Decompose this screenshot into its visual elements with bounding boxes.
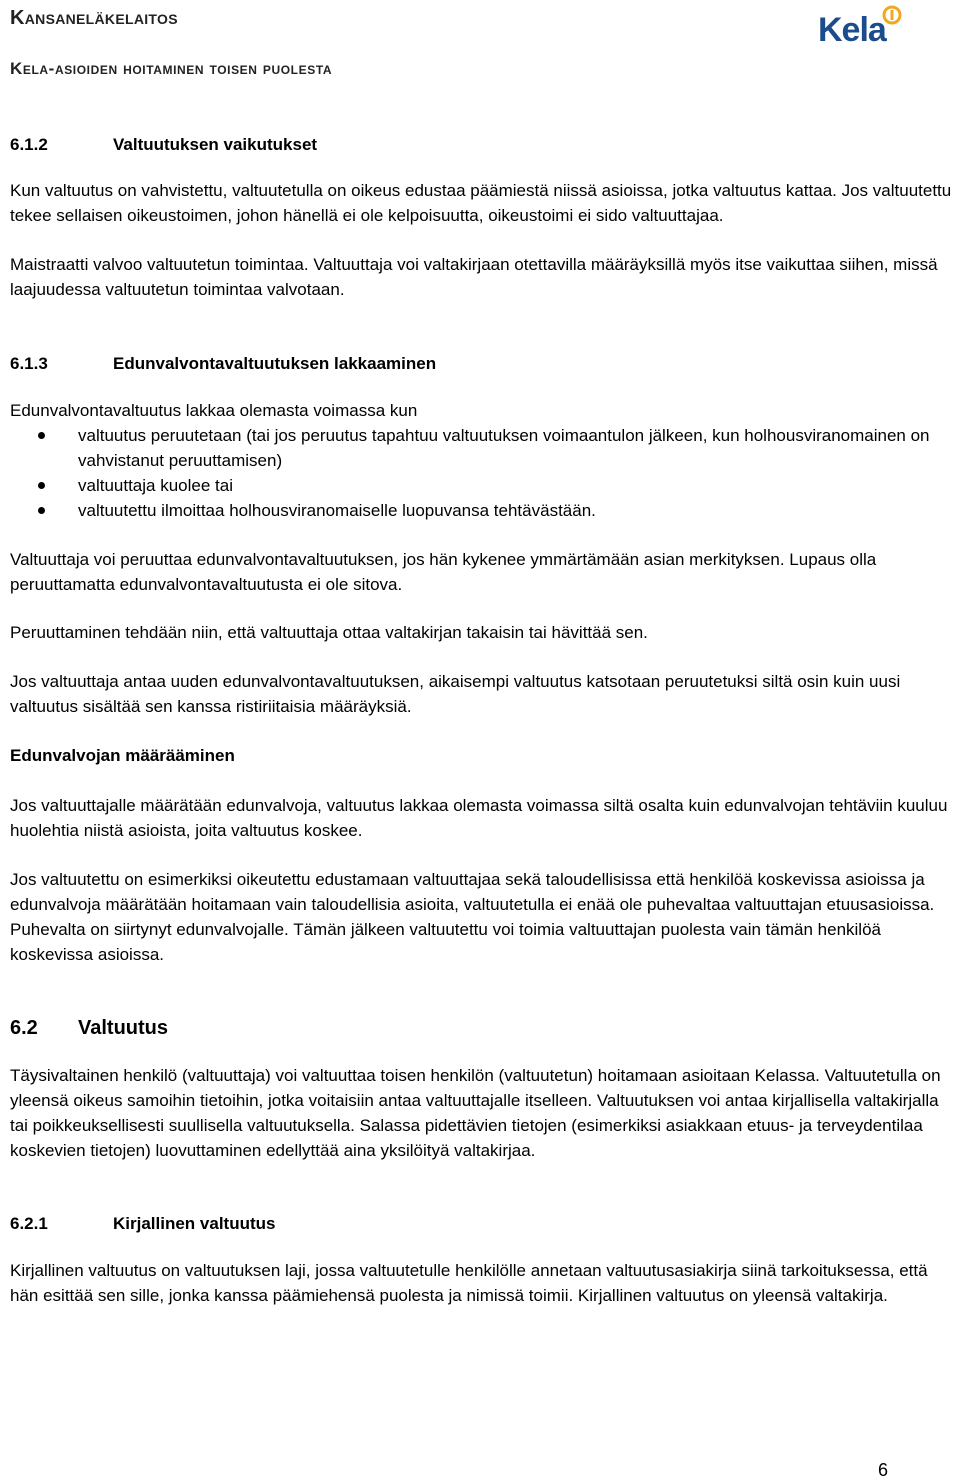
list-item: valtuutettu ilmoittaa holhousviranomaiselle luopuvansa tehtävästään. xyxy=(10,498,955,523)
bullet-list xyxy=(10,423,955,523)
paragraph: Peruuttaminen tehdään niin, että valtuuttaja ottaa valtakirjan takaisin tai hävittää sen. xyxy=(10,623,648,642)
section-title: Kirjallinen valtuutus xyxy=(113,1214,276,1233)
section-heading-6-2 xyxy=(10,1016,955,1041)
paragraph: Kun valtuutus on vahvistettu, valtuutetulla on oikeus edustaa päämiestä niissä asioissa, jotka valtuutus kattaa. Jos valtuutettu tekee sellaisen oikeustoimen, johon hänellä ei ole kelpoisuutta, oikeustoimi ei sido valtuuttajaa. xyxy=(10,181,952,225)
document-body xyxy=(10,132,955,1308)
section-title: Edunvalvontavaltuutuksen lakkaaminen xyxy=(113,354,437,373)
paragraph: Täysivaltainen henkilö (valtuuttaja) voi valtuuttaa toisen henkilön (valtuutetun) hoitamaan asioitaan Kelassa. Valtuutetulla on yleensä oikeus samoihin tietoihin, jotka voitaisiin antaa valtuuttajalle itselleen. Valtuutuksen voi antaa kirjallisella valtakirjalla tai poikkeuksellisesti suullisella valtuutuksella. Salassa pidettävien tietojen (esimerkiksi asiakkaan etuus- ja terveydentilaa koskevien tietojen) luovuttaminen edellyttää aina yksilöityä valtakirjaa. xyxy=(10,1066,941,1160)
logo-mark-icon xyxy=(882,5,902,25)
section-title: Valtuutuksen vaikutukset xyxy=(113,135,318,154)
section-number: 6.2 xyxy=(10,1017,38,1039)
kela-logo xyxy=(818,5,904,49)
section-heading-6-1-3 xyxy=(10,351,955,376)
paragraph: Edunvalvontavaltuutus lakkaa olemasta voimassa kun xyxy=(10,401,418,420)
paragraph: Kirjallinen valtuutus on valtuutuksen laji, jossa valtuutetulle henkilölle annetaan valtuutusasiakirja siinä tarkoituksessa, että hän esittää sen sille, jonka kanssa päämiehensä puolesta ja nimissä toimii. Kirjallinen valtuutus on yleensä valtakirja. xyxy=(10,1261,928,1305)
section-heading-6-1-2 xyxy=(10,132,955,157)
paragraph: Valtuuttaja voi peruuttaa edunvalvontavaltuutuksen, jos hän kykenee ymmärtämään asian merkityksen. Lupaus olla peruuttamatta edunvalvontavaltuutusta ei ole sitova. xyxy=(10,550,877,594)
section-number: 6.1.2 xyxy=(10,135,48,154)
section-heading-6-2-1 xyxy=(10,1211,955,1236)
subheading: Edunvalvojan määrääminen xyxy=(10,746,235,765)
document-subtitle: Kela-asioiden hoitaminen toisen puolesta xyxy=(10,59,333,78)
section-number: 6.2.1 xyxy=(10,1214,48,1233)
section-number: 6.1.3 xyxy=(10,354,48,373)
paragraph: Jos valtuuttajalle määrätään edunvalvoja, valtuutus lakkaa olemasta voimassa siltä osalta kuin edunvalvojan tehtäviin kuuluu huolehtia niistä asioista, joita valtuutus koskee. xyxy=(10,796,948,840)
list-item: valtuuttaja kuolee tai xyxy=(10,473,955,498)
paragraph: Maistraatti valvoo valtuutetun toimintaa. Valtuuttaja voi valtakirjaan otettavilla määräyksillä myös itse vaikuttaa siihen, missä laajuudessa valtuutetun toimintaa valvotaan. xyxy=(10,255,938,299)
paragraph: Jos valtuutettu on esimerkiksi oikeutettu edustamaan valtuuttajaa sekä taloudellisissa että henkilöä koskevissa asioissa ja edunvalvoja määrätään hoitamaan vain taloudellisia asioita, valtuutetulla ei enää ole puhevaltaa valtuuttajan etuusasioissa. Puhevalta on siirtynyt edunvalvojalle. Tämän jälkeen valtuutettu voi toimia valtuuttajan puolesta vain tämän henkilöä koskevissa asioissa. xyxy=(10,870,935,964)
section-title: Valtuutus xyxy=(78,1017,169,1039)
logo-text: Kela xyxy=(818,11,886,49)
list-item: valtuutus peruutetaan (tai jos peruutus tapahtuu valtuutuksen voimaantulon jälkeen, kun holhousviranomainen on vahvistanut peruuttamisen) xyxy=(10,423,955,473)
organization-name: Kansaneläkelaitos xyxy=(10,7,178,29)
paragraph: Jos valtuuttaja antaa uuden edunvalvontavaltuutuksen, aikaisempi valtuutus katsotaan peruutetuksi siltä osin kuin uusi valtuutus sisältää sen kanssa ristiriitaisia määräyksiä. xyxy=(10,672,901,716)
page-number: 6 xyxy=(878,1460,889,1480)
